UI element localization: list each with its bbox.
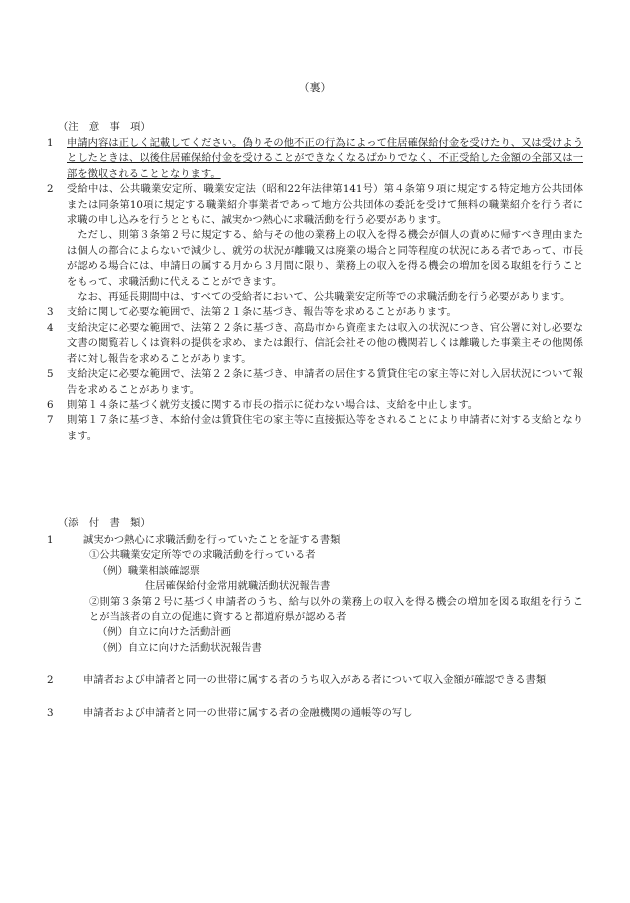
attachments-heading: （添 付 書 類） [58,517,151,529]
note-paragraph: なお、再延長期間中は、すべての受給者において、公共職業安定所等での求職活動を行う必要があります。 [77,291,571,304]
note-text: 支給に関して必要な範囲で、法第２１条に基づき、報告等を求めることがあります。 [67,306,457,319]
note-item-4 [47,321,583,367]
attachment-text: 申請者および申請者と同一の世帯に属する者の金融機関の通帳等の写し [83,706,413,719]
notes-heading: （注 意 事 項） [58,121,151,133]
note-item-2 [47,182,583,305]
note-number: 6 [47,398,54,411]
attachment-item-1 [47,533,583,656]
note-number: 3 [47,306,54,319]
attachment-item-3 [47,706,583,721]
attachment-number: 1 [47,534,54,546]
note-text: 受給中は、公共職業安定所、職業安定法（昭和22年法律第141号）第４条第９項に規定する特定地方公共団体または同条第10項に規定する職業紹介事業者であって地方公共団体の委託を受けて無料の職業紹介を行う者に求職の申し込みを行うとともに、誠実かつ熱心に求職活動を行う必要があります。 [67,183,583,227]
note-text: 支給決定に必要な範囲で、法第２２条に基づき、高島市から資産または収入の状況につき、官公署に対し必要な文書の閲覧若しくは資料の提供を求め、または銀行、信託会社その他の機関若しくは離職した事業主その他関係者に対し報告を求めることがあります。 [67,321,583,365]
note-item-6 [47,398,583,413]
note-item-3 [47,305,583,320]
attachments-list [47,533,583,721]
note-number: 4 [47,321,54,334]
attachment-item-2 [47,673,583,688]
attachment-text: 申請者および申請者と同一の世帯に属する者のうち収入がある者について収入金額が確認できる書類 [83,674,547,687]
note-number: 1 [47,137,54,149]
attachment-example: 住居確保給付金常用就職活動状況報告書 [145,580,331,593]
attachment-example: （例）職業相談確認票 [97,564,200,577]
page-title: （裏） [298,81,332,94]
note-text-underlined: 申請内容は正しく記載してください。偽りその他不正の行為によって住居確保給付金を受けたり、又は受けようとしたときは、以後住居確保給付金を受けることができなくなるばかりでなく、不正受給した金額の全部又は一部を徴収されることとなります。 [67,137,583,180]
note-paragraph: ただし、則第３条第２号に規定する、給与その他の業務上の収入を得る機会が個人の責めに帰すべき理由または個人の都合によらないで減少し、就労の状況が離職又は廃業の場合と同等程度の状況にある者であって、市長が認める場合には、申請日の属する月から３月間に限り、業務上の収入を得る機会の増加を図る取組を行うことをもって、求職活動に代えることができます。 [67,229,583,288]
attachment-text: 誠実かつ熱心に求職活動を行っていたことを証する書類 [83,534,341,546]
note-number: 7 [47,414,54,427]
notes-list [47,136,583,444]
attachment-number: 2 [47,674,54,687]
attachment-example: （例）自立に向けた活動状況報告書 [97,641,262,654]
note-item-7 [47,413,583,444]
attachment-subitem: ②則第３条第２号に基づく申請者のうち、給与以外の業務上の収入を得る機会の増加を図る取組を行うことが当該者の自立の促進に資すると都道府県が認める者 [89,595,583,624]
note-text: 則第１４条に基づく就労支援に関する市長の指示に従わない場合は、支給を中止します。 [67,398,479,411]
attachment-example: （例）自立に向けた活動計画 [97,626,231,639]
note-number: 5 [47,368,54,381]
attachment-number: 3 [47,706,54,719]
note-number: 2 [47,183,54,196]
note-text: 則第１７条に基づき、本給付金は賃貸住宅の家主等に直接振込等をされることにより申請者に対する支給となります。 [67,414,583,442]
note-item-5 [47,367,583,398]
attachment-subitem: ①公共職業安定所等での求職活動を行っている者 [89,549,316,562]
note-item-1 [47,136,583,182]
note-text: 支給決定に必要な範囲で、法第２２条に基づき、申請者の居住する賃貸住宅の家主等に対し入居状況について報告を求めることがあります。 [67,368,583,396]
